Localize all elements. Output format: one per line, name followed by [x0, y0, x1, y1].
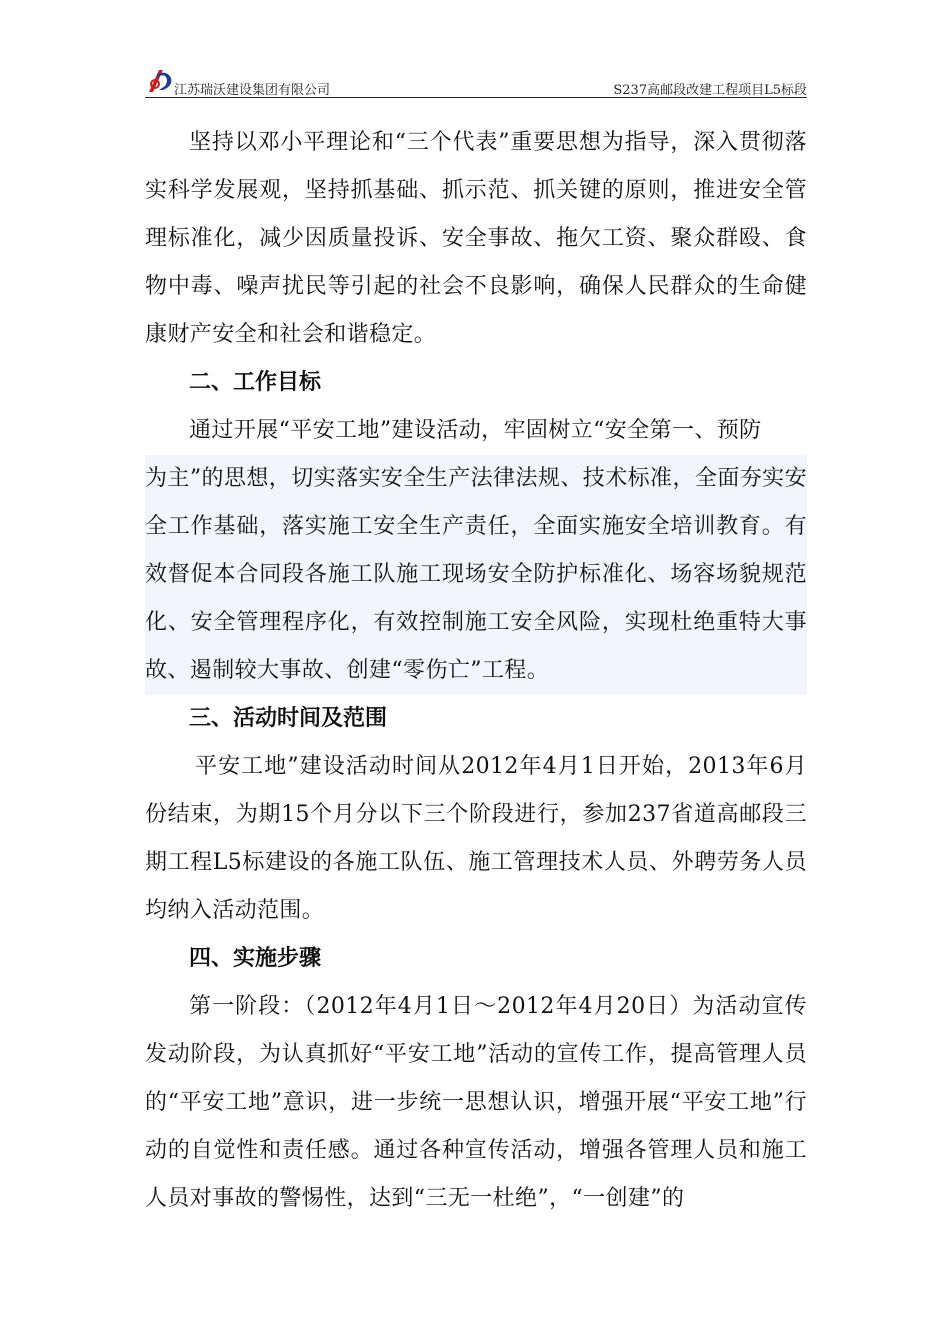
heading-implementation-steps: 四、实施步骤 — [189, 946, 322, 971]
header-rule — [145, 97, 807, 98]
paragraph-guiding-principle: 坚持以邓小平理论和“三个代表”重要思想为指导，深入贯彻落实科学发展观，坚持抓基础、抓示范、抓关键的原则，推进安全管理标准化，减少因质量投诉、安全事故、拖欠工资、聚众群殴、食物中毒、噪声扰民等引起的社会不良影响，确保人民群众的生命健康财产安全和社会和谐稳定。 — [145, 130, 807, 347]
document-body — [145, 119, 807, 1223]
paragraph-work-goals-line1: 通过开展“平安工地”建设活动，牢固树立“安全第一、预防 — [189, 418, 762, 443]
page-header — [145, 66, 807, 98]
company-logo-icon — [145, 66, 175, 94]
heading-activity-time-scope: 三、活动时间及范围 — [189, 706, 388, 731]
paragraph-phase-one: 第一阶段：（2012年4月1日～2012年4月20日）为活动宣传发动阶段，为认真抓好“平安工地”活动的宣传工作，提高管理人员的“平安工地”意识，进一步统一思想认识，增强开展“平安工地”行动的自觉性和责任感。通过各种宣传活动，增强各管理人员和施工人员对事故的警惕性，达到“三无一杜绝”，“一创建”的 — [145, 994, 807, 1211]
project-name: S237高邮段改建工程项目L5标段 — [613, 83, 807, 98]
paragraph-activity-time-scope: 平安工地”建设活动时间从2012年4月1日开始，2013年6月份结束，为期15个月分以下三个阶段进行，参加237省道高邮段三期工程L5标建设的各施工队伍、施工管理技术人员、外聘劳务人员均纳入活动范围。 — [145, 754, 807, 923]
paragraph-work-goals-body: 为主”的思想，切实落实安全生产法律法规、技术标准，全面夯实安全工作基础，落实施工安全生产责任，全面实施安全培训教育。有效督促本合同段各施工队施工现场安全防护标准化、场容场貌规范化、安全管理程序化，有效控制施工安全风险，实现杜绝重特大事故、遏制较大事故、创建“零伤亡”工程。 — [145, 455, 807, 695]
company-name: 江苏瑞沃建设集团有限公司 — [174, 83, 331, 98]
heading-work-goals: 二、工作目标 — [189, 370, 322, 395]
